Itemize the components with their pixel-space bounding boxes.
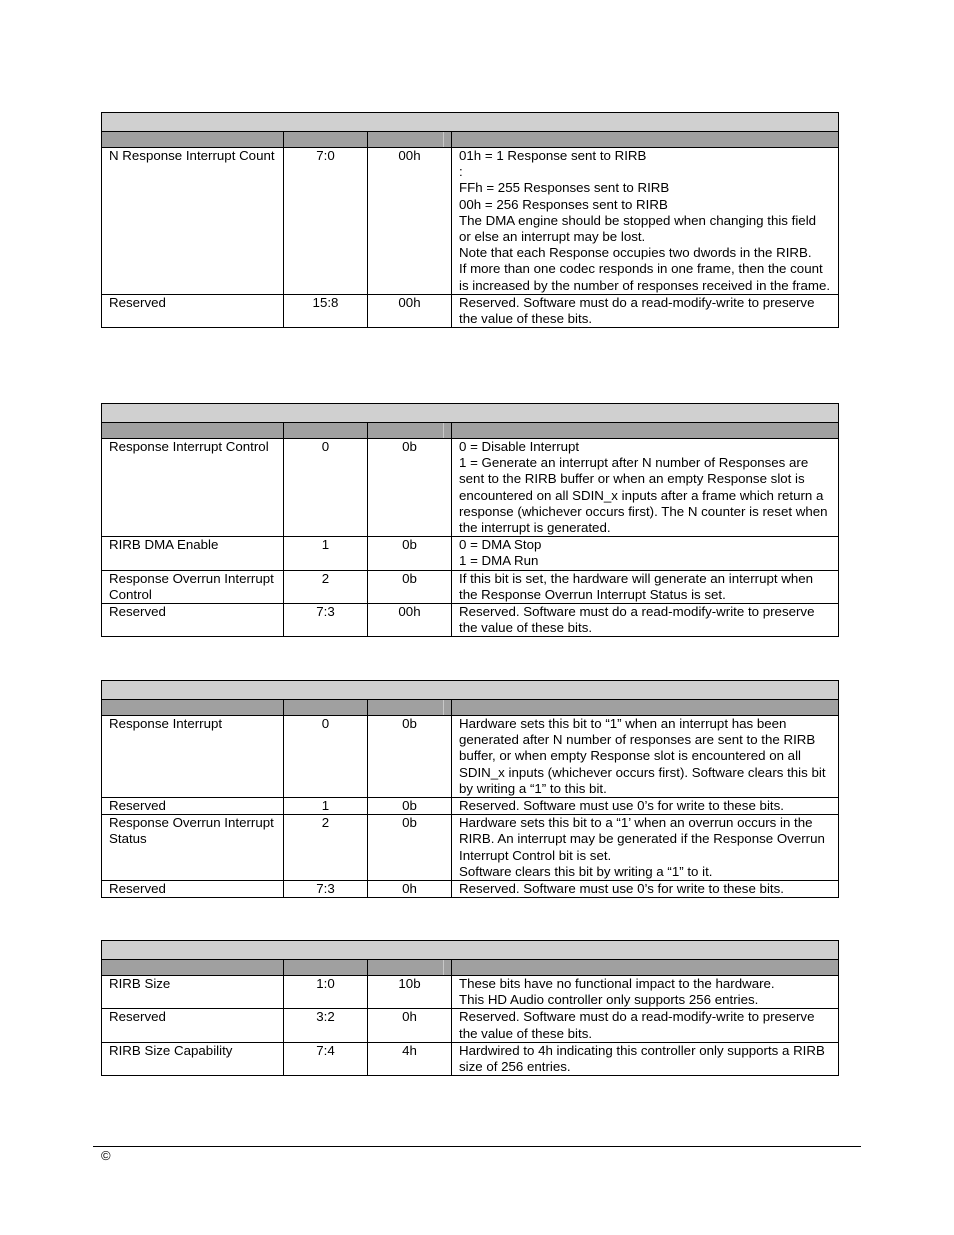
description-line: Reserved. Software must do a read-modify-write to preserve the value of these bits. xyxy=(459,604,815,636)
header-default xyxy=(368,423,452,439)
description-line: Software clears this bit by writing a “1” to it. xyxy=(459,863,713,879)
field-name-cell: Reserved xyxy=(102,294,284,327)
description-line: Hardware sets this bit to “1” when an interrupt has been generated after N number of responses are sent to the RIRB buffer, or when empty Response slot is encountered on all SDIN_x inputs (whichever occurs first). Software clears this bit by writing a “1” to this bit. xyxy=(459,716,826,796)
default-value-cell: 0h xyxy=(368,1009,452,1042)
table-row xyxy=(102,439,839,537)
description-line: 1 = Generate an interrupt after N number of Responses are sent to the RIRB buffer or when an empty Response slot is encountered on all SDIN_x inputs after a frame which return a response (whichever occurs first). The N counter is reset when the interrupt is generated. xyxy=(459,455,828,536)
description-line: 0 = DMA Stop xyxy=(459,537,542,553)
header-field xyxy=(102,960,284,976)
footer-divider xyxy=(93,1146,861,1147)
header-bits xyxy=(284,700,368,716)
column-header-row xyxy=(102,132,839,148)
description-line: Reserved. Software must do a read-modify-write to preserve the value of these bits. xyxy=(459,294,815,327)
description-line: Hardwired to 4h indicating this controller only supports a RIRB size of 256 entries. xyxy=(459,1042,825,1075)
bits-cell: 3:2 xyxy=(284,1009,368,1042)
description-cell xyxy=(452,976,839,1009)
header-field xyxy=(102,700,284,716)
header-default xyxy=(368,700,452,716)
description-cell xyxy=(452,798,839,815)
header-default xyxy=(368,132,452,148)
table-row xyxy=(102,570,839,603)
field-name-cell: Response Overrun Interrupt Status xyxy=(102,815,284,881)
table-row xyxy=(102,881,839,898)
rirb-status-register-table xyxy=(101,680,839,898)
description-line: If more than one codec responds in one frame, then the count is increased by the number of responses received in the frame. xyxy=(459,261,831,293)
field-name-cell: Reserved xyxy=(102,798,284,815)
bits-cell: 7:0 xyxy=(284,148,368,295)
description-cell xyxy=(452,604,839,637)
table-title-row xyxy=(102,941,839,960)
header-bits xyxy=(284,960,368,976)
default-value-cell: 00h xyxy=(368,604,452,637)
default-value-cell: 0b xyxy=(368,815,452,881)
default-value-cell: 10b xyxy=(368,976,452,1009)
table-row xyxy=(102,294,839,327)
description-cell xyxy=(452,881,839,898)
default-value-cell: 00h xyxy=(368,148,452,295)
default-value-cell: 0b xyxy=(368,537,452,570)
bits-cell: 7:4 xyxy=(284,1042,368,1075)
field-name-cell: Reserved xyxy=(102,604,284,637)
default-value-cell: 0b xyxy=(368,570,452,603)
default-value-cell: 00h xyxy=(368,294,452,327)
description-cell xyxy=(452,537,839,570)
bits-cell: 15:8 xyxy=(284,294,368,327)
table-row xyxy=(102,976,839,1009)
table-title xyxy=(102,941,839,960)
table-title xyxy=(102,404,839,423)
field-name-cell: Reserved xyxy=(102,1009,284,1042)
description-cell xyxy=(452,439,839,537)
table-row xyxy=(102,1009,839,1042)
bits-cell: 7:3 xyxy=(284,604,368,637)
table-title-row xyxy=(102,404,839,423)
header-field xyxy=(102,423,284,439)
field-name-cell: Response Overrun Interrupt Control xyxy=(102,570,284,603)
description-line: FFh = 255 Responses sent to RIRB xyxy=(459,180,670,196)
table-row xyxy=(102,716,839,798)
table-row xyxy=(102,148,839,295)
header-description xyxy=(452,700,839,716)
description-line: This HD Audio controller only supports 256 entries. xyxy=(459,992,759,1008)
description-line: 01h = 1 Response sent to RIRB xyxy=(459,148,647,163)
table-row xyxy=(102,798,839,815)
table-row xyxy=(102,537,839,570)
copyright-symbol: © xyxy=(101,1148,111,1163)
description-cell xyxy=(452,815,839,881)
table-title xyxy=(102,113,839,132)
header-description xyxy=(452,423,839,439)
description-line: Reserved. Software must do a read-modify-write to preserve the value of these bits. xyxy=(459,1009,815,1041)
table-title-row xyxy=(102,681,839,700)
header-description xyxy=(452,960,839,976)
field-name-cell: RIRB DMA Enable xyxy=(102,537,284,570)
column-header-row xyxy=(102,960,839,976)
header-field xyxy=(102,132,284,148)
bits-cell: 1 xyxy=(284,537,368,570)
description-line: 1 = DMA Run xyxy=(459,553,539,569)
description-line: The DMA engine should be stopped when changing this field or else an interrupt may be lost. xyxy=(459,212,817,245)
default-value-cell: 0b xyxy=(368,798,452,815)
default-value-cell: 0h xyxy=(368,881,452,898)
default-value-cell: 0b xyxy=(368,439,452,537)
header-default xyxy=(368,960,452,976)
description-line: Hardware sets this bit to a “1’ when an overrun occurs in the RIRB. An interrupt may be generated if the Response Overrun Interrupt Control bit is set. xyxy=(459,815,825,863)
description-cell xyxy=(452,294,839,327)
header-bits xyxy=(284,132,368,148)
description-cell xyxy=(452,1042,839,1075)
column-header-row xyxy=(102,423,839,439)
rirb-size-register-table xyxy=(101,940,839,1076)
header-bits xyxy=(284,423,368,439)
bits-cell: 2 xyxy=(284,815,368,881)
default-value-cell: 0b xyxy=(368,716,452,798)
description-line: 0 = Disable Interrupt xyxy=(459,439,580,454)
bits-cell: 1 xyxy=(284,798,368,815)
rirb-control-register-table xyxy=(101,403,839,637)
field-name-cell: Reserved xyxy=(102,881,284,898)
column-header-row xyxy=(102,700,839,716)
header-description xyxy=(452,132,839,148)
description-cell xyxy=(452,148,839,295)
field-name-cell: RIRB Size Capability xyxy=(102,1042,284,1075)
field-name-cell: N Response Interrupt Count xyxy=(102,148,284,295)
rirb-interrupt-count-register-table xyxy=(101,112,839,328)
bits-cell: 0 xyxy=(284,716,368,798)
description-line: If this bit is set, the hardware will generate an interrupt when the Response Overrun Interrupt Status is set. xyxy=(459,570,814,602)
table-title xyxy=(102,681,839,700)
description-line: : xyxy=(459,164,463,180)
description-line: These bits have no functional impact to the hardware. xyxy=(459,976,775,991)
table-row xyxy=(102,815,839,881)
description-cell xyxy=(452,570,839,603)
bits-cell: 2 xyxy=(284,570,368,603)
table-row xyxy=(102,604,839,637)
field-name-cell: Response Interrupt Control xyxy=(102,439,284,537)
field-name-cell: Response Interrupt xyxy=(102,716,284,798)
bits-cell: 7:3 xyxy=(284,881,368,898)
default-value-cell: 4h xyxy=(368,1042,452,1075)
bits-cell: 1:0 xyxy=(284,976,368,1009)
table-row xyxy=(102,1042,839,1075)
description-cell xyxy=(452,1009,839,1042)
description-line: Note that each Response occupies two dwords in the RIRB. xyxy=(459,245,812,261)
description-cell xyxy=(452,716,839,798)
description-line: 00h = 256 Responses sent to RIRB xyxy=(459,196,668,212)
description-line: Reserved. Software must use 0’s for write to these bits. xyxy=(459,798,784,814)
description-line: Reserved. Software must use 0’s for write to these bits. xyxy=(459,881,784,897)
table-title-row xyxy=(102,113,839,132)
field-name-cell: RIRB Size xyxy=(102,976,284,1009)
bits-cell: 0 xyxy=(284,439,368,537)
